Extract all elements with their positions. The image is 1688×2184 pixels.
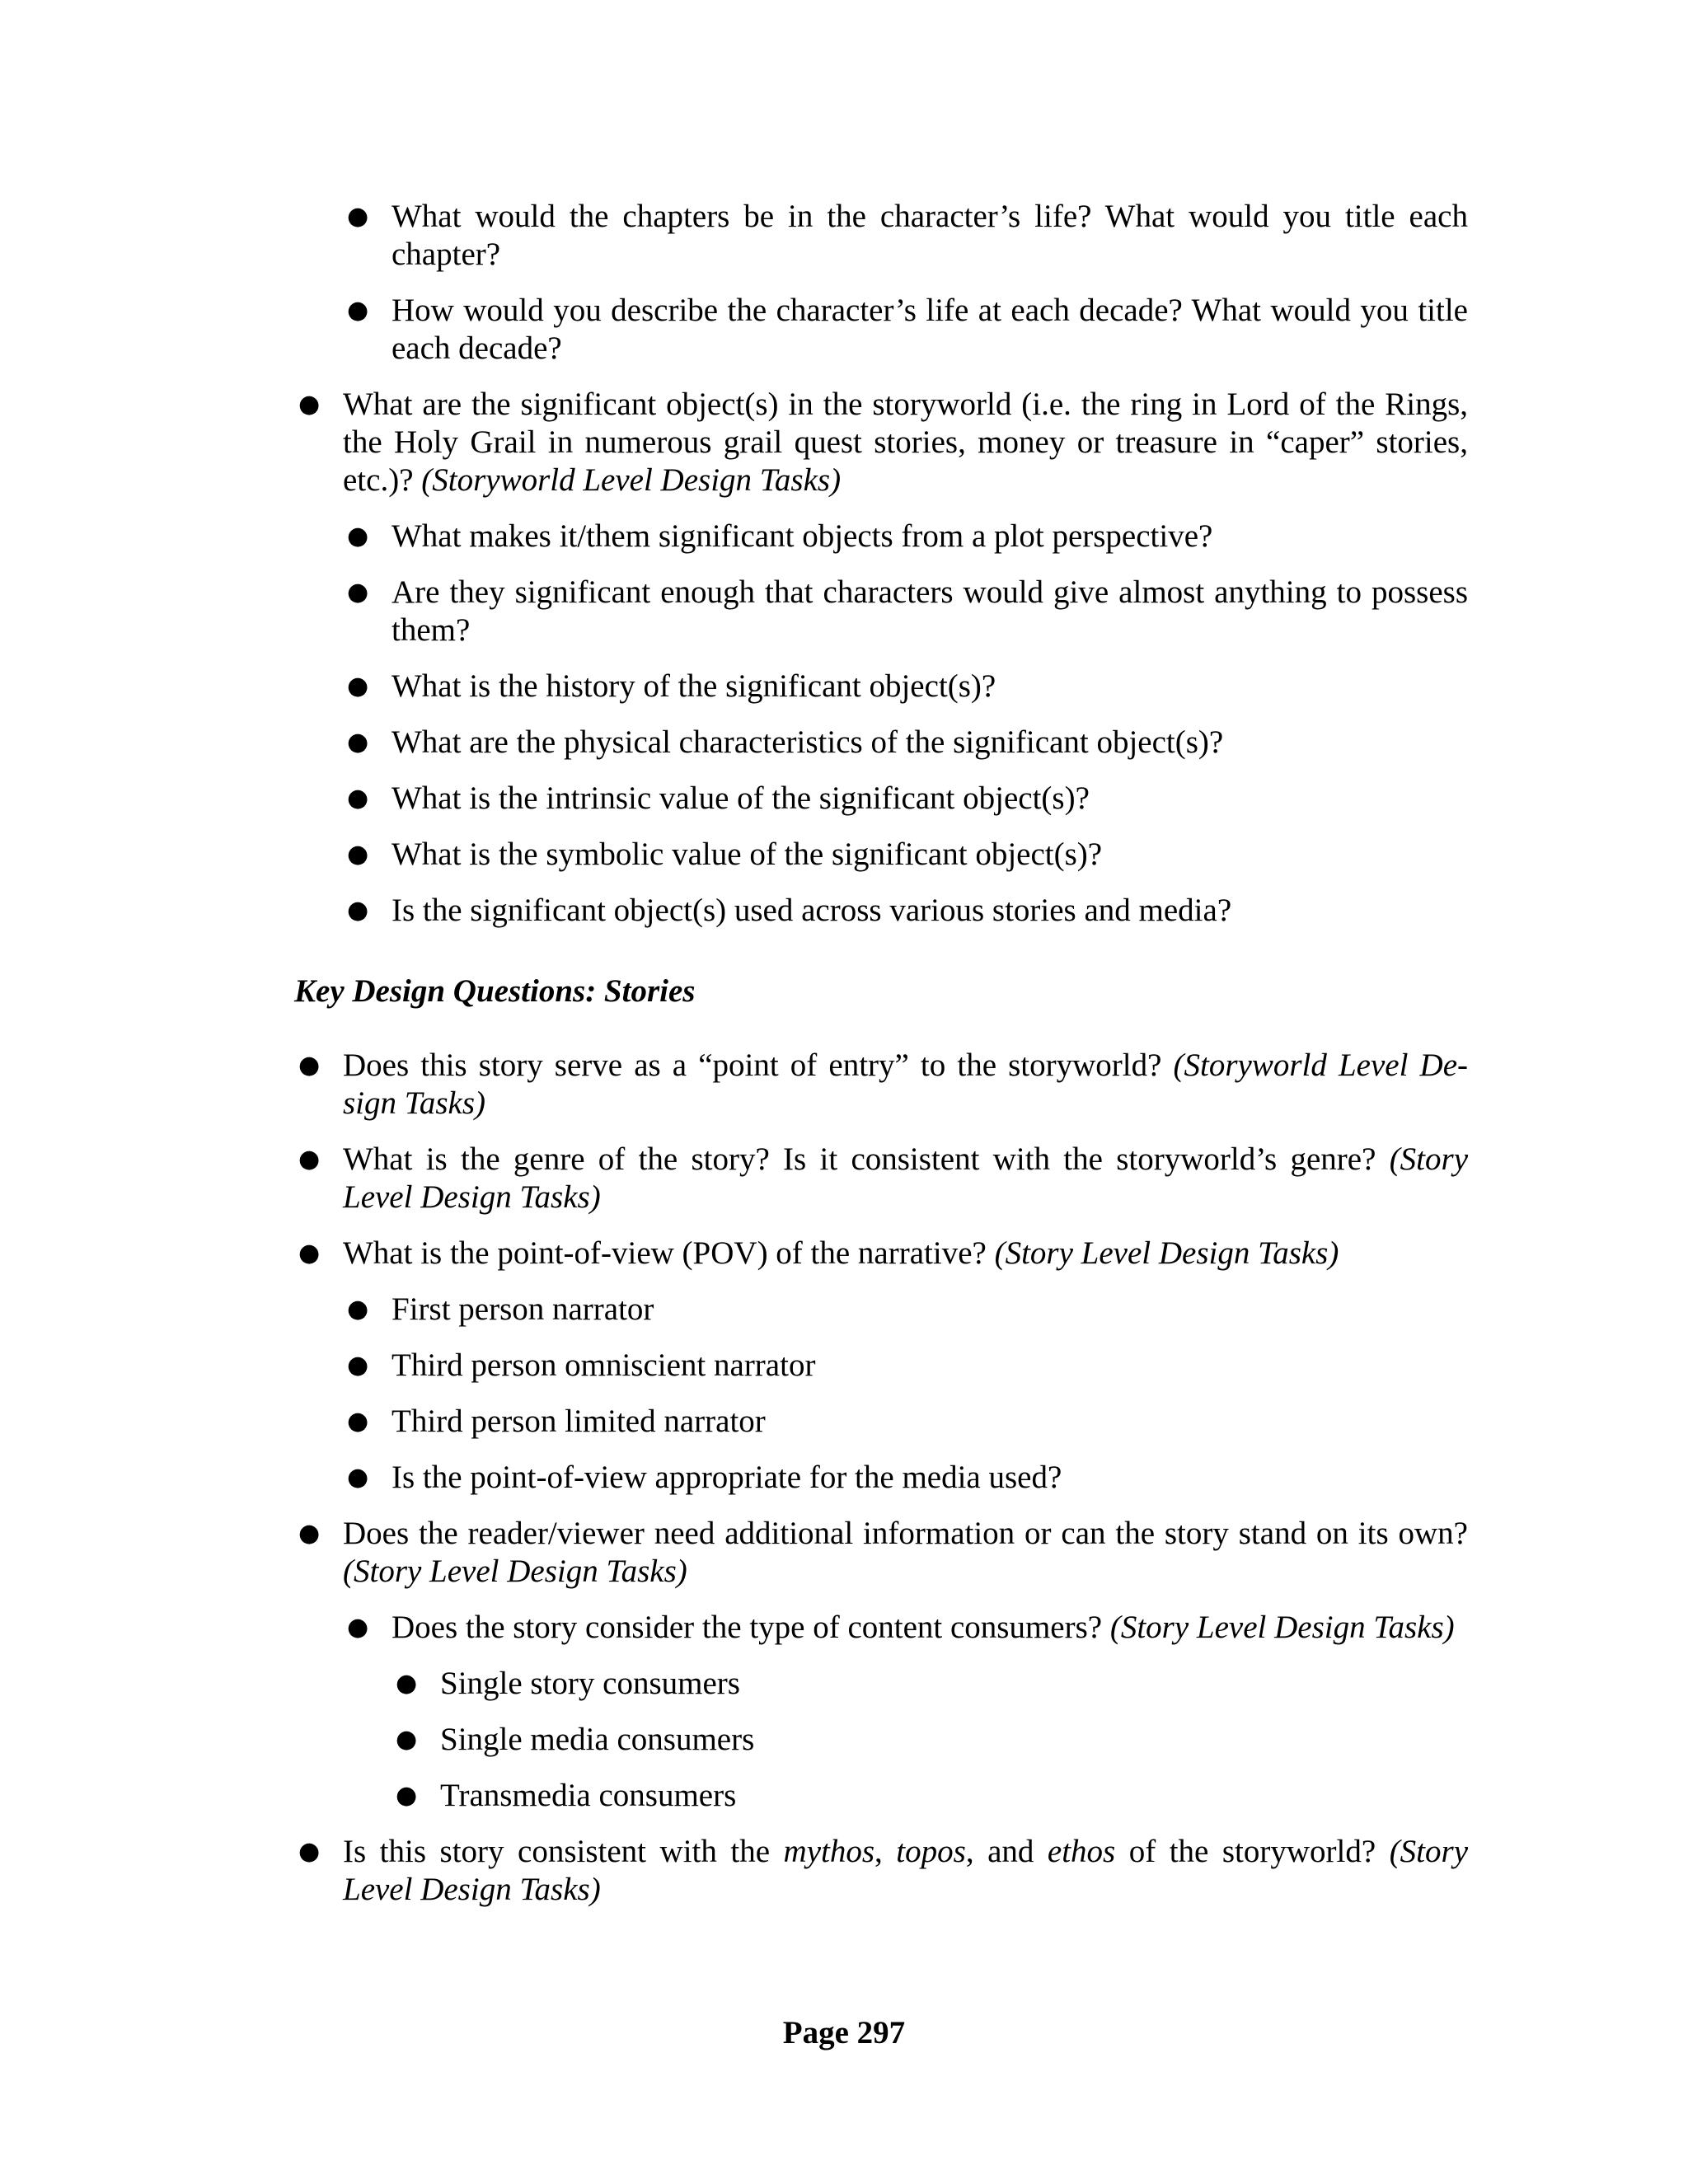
bullet-icon: ● [347,578,369,607]
bullet-icon: ● [347,296,369,325]
bullet-icon: ● [347,522,369,551]
item-text: Is the point-of-view appropriate for the media used? [392,1460,1062,1495]
list-item [294,1047,1468,1122]
bullet-icon: ● [298,1051,321,1080]
list-item [294,574,1468,649]
bullet-icon: ● [347,1463,369,1492]
list-item [294,1777,1468,1815]
item-text: First person narrator [392,1291,654,1327]
bullet-icon: ● [298,1239,321,1268]
section-heading: Key Design Questions: Stories [294,973,696,1009]
bullet-icon: ● [347,1295,369,1324]
emphasis-ethos: ethos [1047,1834,1116,1869]
item-text: , and [965,1834,1048,1869]
design-task-tag: (Story Level Design Tasks) [343,1834,1468,1907]
list-item [294,1141,1468,1216]
item-text: Are they significant enough that characters would give almost anything to possess them? [392,574,1468,648]
list-item [294,1609,1468,1647]
item-text: Does the story consider the type of content consumers? [392,1610,1110,1645]
list-item [294,1291,1468,1329]
bullet-icon: ● [347,1407,369,1436]
bullet-icon: ● [347,840,369,869]
item-text: What are the physical characteristics of the significant object(s)? [392,724,1224,760]
emphasis-mythos: mythos [783,1834,875,1869]
list-item [294,386,1468,499]
bullet-icon: ● [396,1781,418,1810]
page-number: Page 297 [782,2015,906,2050]
list-item [294,836,1468,874]
design-task-tag: (Storyworld Level De-sign Tasks) [343,1047,1468,1121]
item-text: What is the history of the significant object(s)? [392,668,996,704]
list-item [294,1833,1468,1909]
list-item [294,1235,1468,1272]
bullet-icon: ● [347,1613,369,1642]
page-content [294,198,1468,1909]
item-text: of the storyworld? [1115,1834,1390,1869]
design-task-tag: (Storyworld Level Design Tasks) [421,462,842,498]
list-item [294,518,1468,555]
list-item [294,668,1468,705]
item-text: , [874,1834,897,1869]
item-text: Transmedia consumers [440,1778,737,1813]
list-item [294,1665,1468,1703]
bullet-icon: ● [347,896,369,925]
bullet-icon: ● [347,202,369,231]
bullet-icon: ● [396,1725,418,1754]
item-text: How would you describe the character’s life at each decade? What would you title each decade? [392,293,1468,366]
item-text: What is the point-of-view (POV) of the narrative? [343,1235,995,1271]
item-text: Single story consumers [440,1666,740,1701]
item-text: Does this story serve as a “point of entry” to the storyworld? [343,1047,1174,1083]
bullet-icon: ● [347,672,369,701]
list-item [294,1515,1468,1591]
item-text: Does the reader/viewer need additional information or can the story stand on its own? [343,1516,1468,1551]
list-item [294,780,1468,818]
list-item [294,892,1468,930]
item-text: What is the genre of the story? Is it consistent with the storyworld’s genre? [343,1141,1390,1177]
list-item [294,1403,1468,1441]
item-text: Is the significant object(s) used across various stories and media? [392,893,1232,928]
bullet-icon: ● [298,390,321,419]
bullet-icon: ● [396,1669,418,1698]
bullet-icon: ● [298,1519,321,1548]
design-task-tag: (Story Level Design Tasks) [343,1141,1468,1215]
design-task-tag: (Story Level Design Tasks) [343,1554,687,1589]
bullet-icon: ● [347,784,369,813]
item-text: Is this story consistent with the [343,1834,784,1869]
list-item [294,292,1468,368]
list-item [294,1721,1468,1759]
item-text: What is the symbolic value of the significant object(s)? [392,837,1103,872]
emphasis-topos: topos [896,1834,966,1869]
bullet-icon: ● [298,1145,321,1174]
item-text: Third person limited narrator [392,1404,766,1439]
item-text: What are the significant object(s) in the storyworld (i.e. the ring in Lord of the Rings, the Holy Grail in numerous grail quest stories, money or treasure in “caper” stories, etc.)? [343,387,1468,498]
design-task-tag: (Story Level Design Tasks) [994,1235,1339,1271]
list-item [294,1347,1468,1385]
design-task-tag: (Story Level Design Tasks) [1109,1610,1455,1645]
item-text: Third person omniscient narrator [392,1347,816,1383]
item-text: What makes it/them significant objects from a plot perspective? [392,518,1213,554]
list-item [294,1459,1468,1497]
bullet-icon: ● [298,1837,321,1866]
bullet-icon: ● [347,1351,369,1380]
item-text: What would the chapters be in the character’s life? What would you title each chapter? [392,199,1468,272]
item-text: What is the intrinsic value of the significant object(s)? [392,780,1090,816]
list-item [294,198,1468,274]
list-item [294,724,1468,762]
item-text: Single media consumers [440,1722,755,1757]
bullet-icon: ● [347,728,369,757]
